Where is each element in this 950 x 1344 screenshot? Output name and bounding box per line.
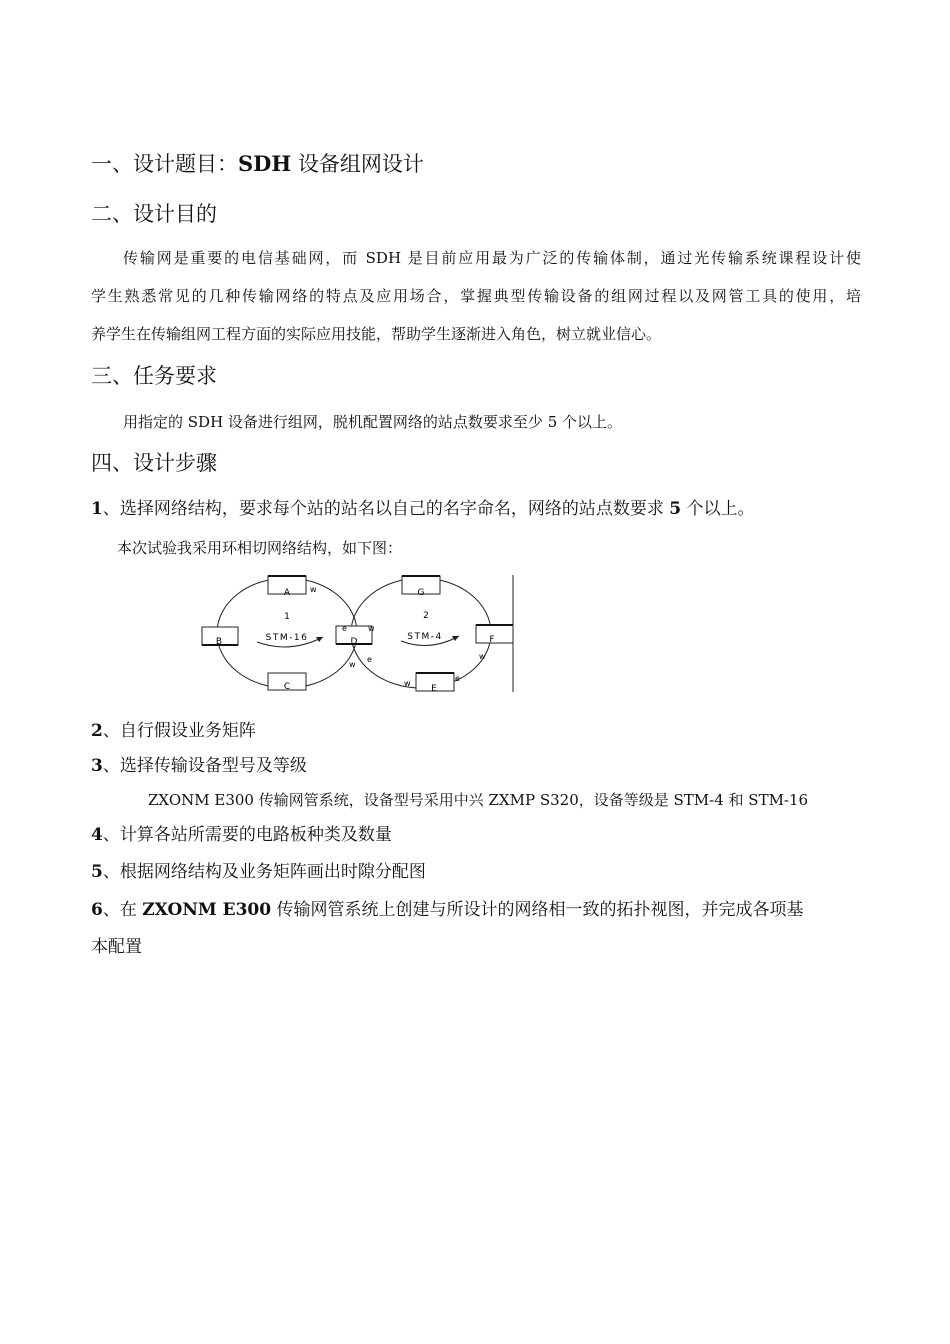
port-label-w: w bbox=[310, 585, 317, 594]
port-label-w: w bbox=[349, 660, 356, 669]
node-G-label: G bbox=[417, 588, 425, 598]
node-F-label: F bbox=[489, 635, 495, 645]
port-label-e: e bbox=[455, 674, 460, 683]
port-label-e: e bbox=[342, 624, 347, 633]
step-1: 1、选择网络结构，要求每个站的站名以自己的名字命名，网络的站点数要求 5 个以上。 bbox=[91, 499, 755, 519]
node-E-label: E bbox=[431, 684, 437, 694]
step-6: 6、在 ZXONM E300 传输网管系统上创建与所设计的网络相一致的拓扑视图，并完成各项基 bbox=[91, 900, 804, 920]
purpose-paragraph bbox=[91, 239, 861, 353]
node-B-label: B bbox=[215, 637, 223, 647]
ring-2-rate-label: STM-4 bbox=[407, 632, 443, 642]
purpose-line: 学生熟悉常见的几种传输网络的特点及应用场合，掌握典型传输设备的组网过程以及网管工具的使用，培 bbox=[91, 287, 861, 305]
step-2: 2、自行假设业务矩阵 bbox=[91, 721, 256, 741]
node-A bbox=[268, 576, 306, 598]
node-D-label: D bbox=[350, 637, 358, 647]
ring-1-number: 1 bbox=[284, 612, 290, 622]
node-E bbox=[416, 673, 454, 694]
task-text: 用指定的 SDH 设备进行组网，脱机配置网络的站点数要求至少 5 个以上。 bbox=[123, 413, 623, 431]
port-label-e: e bbox=[367, 655, 372, 664]
port-label-w: w bbox=[404, 679, 411, 688]
node-B bbox=[202, 627, 238, 647]
port-label-w: w bbox=[479, 652, 486, 661]
heading-design-purpose: 二、设计目的 bbox=[91, 202, 217, 226]
step-3: 3、选择传输设备型号及等级 bbox=[91, 756, 307, 776]
step-5: 5、根据网络结构及业务矩阵画出时隙分配图 bbox=[91, 862, 426, 882]
heading-design-topic: 一、设计题目：SDH 设备组网设计 bbox=[91, 151, 424, 176]
step-1-note: 本次试验我采用环相切网络结构，如下图： bbox=[117, 539, 403, 557]
heading-task-requirements: 三、任务要求 bbox=[91, 364, 217, 388]
sdh-bold: SDH bbox=[238, 151, 292, 176]
node-A-label: A bbox=[283, 588, 291, 598]
node-C bbox=[268, 673, 306, 692]
port-label-w: w bbox=[368, 624, 375, 633]
node-C-label: C bbox=[283, 682, 291, 692]
ring-1-rate-label: STM-16 bbox=[265, 633, 309, 643]
step-4: 4、计算各站所需要的电路板种类及数量 bbox=[91, 825, 392, 845]
ring-network-diagram bbox=[195, 570, 525, 695]
purpose-line: 养学生在传输组网工程方面的实际应用技能，帮助学生逐渐进入角色，树立就业信心。 bbox=[91, 325, 662, 343]
step-3-note: ZXONM E300 传输网管系统，设备型号采用中兴 ZXMP S320，设备等级是 STM-4 和 STM-16 bbox=[148, 791, 809, 809]
ring-2-number: 2 bbox=[423, 611, 429, 621]
step-6-line-2: 本配置 bbox=[91, 937, 142, 957]
node-F bbox=[476, 625, 513, 645]
heading-design-steps: 四、设计步骤 bbox=[91, 451, 217, 475]
node-G bbox=[402, 576, 440, 598]
purpose-line: 传输网是重要的电信基础网，而 SDH 是目前应用最为广泛的传输体制，通过光传输系统课程设计使 bbox=[123, 249, 861, 267]
